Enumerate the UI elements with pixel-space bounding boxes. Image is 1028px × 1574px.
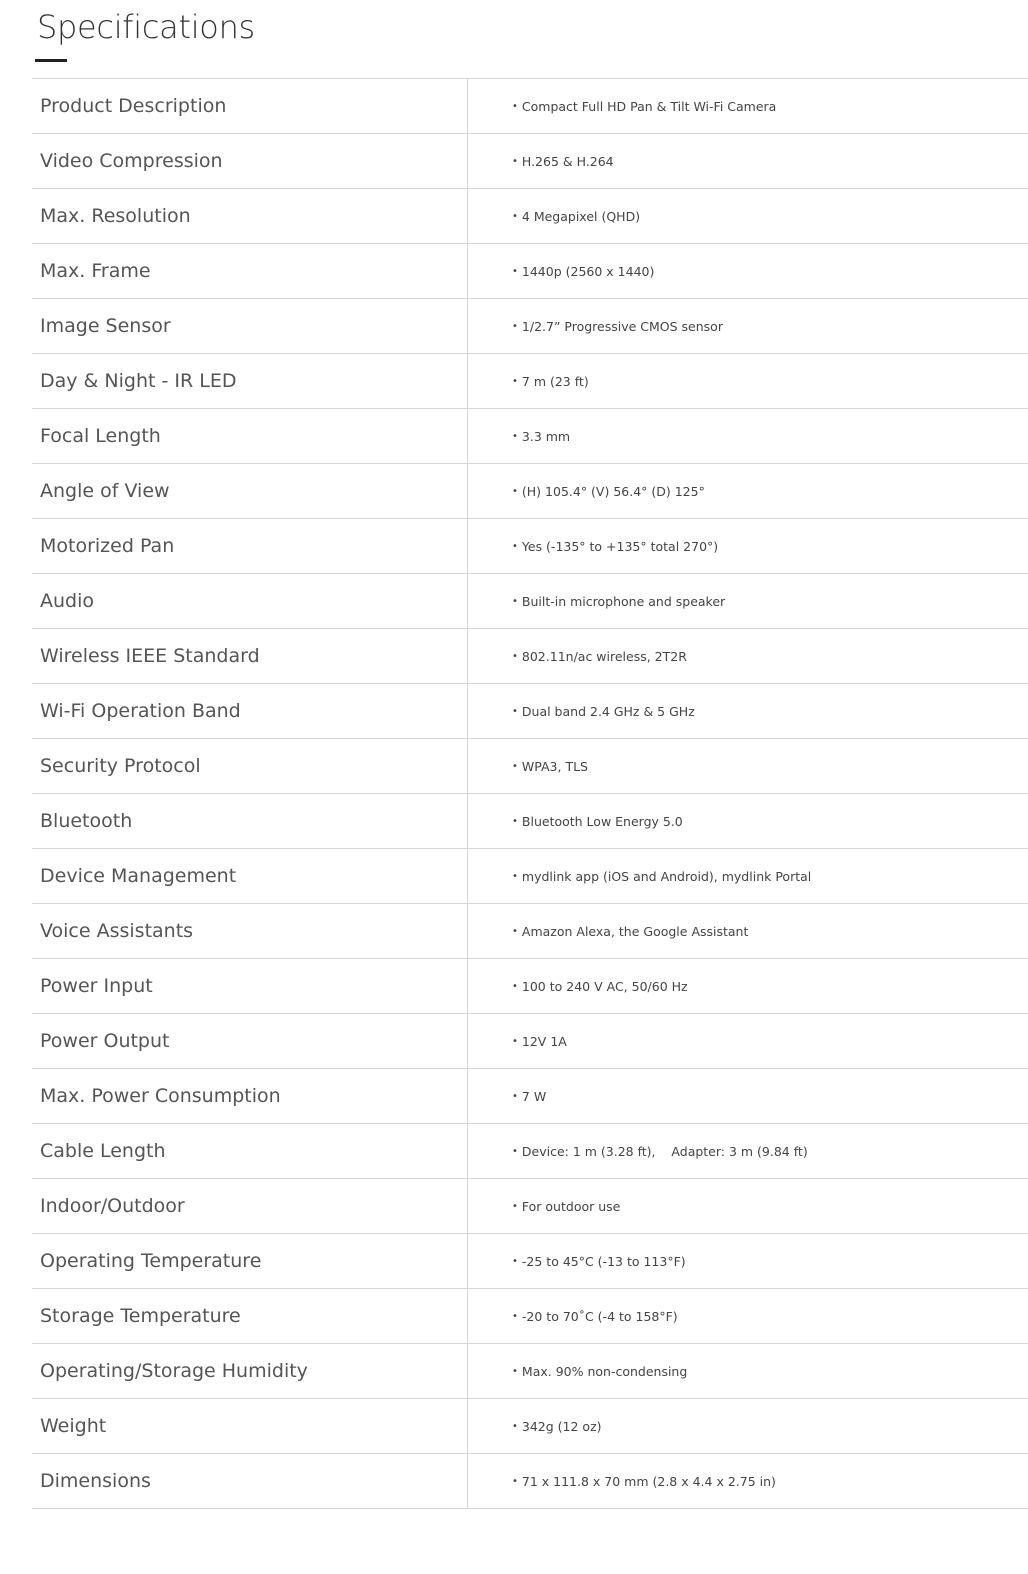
spec-label: Wireless IEEE Standard [32,629,468,683]
spec-value-cell [468,1454,1028,1508]
spec-value-cell [468,739,1028,793]
spec-value: 12V 1A [521,1033,567,1049]
spec-label: Image Sensor [32,299,468,353]
spec-value-cell [468,79,1028,133]
table-row [32,1179,1028,1234]
table-row [32,1344,1028,1399]
spec-label: Operating Temperature [32,1234,468,1288]
bullet-icon: • [512,320,518,332]
bullet-icon: • [512,100,518,112]
spec-value-cell [468,1124,1028,1178]
table-row [32,1454,1028,1509]
spec-value-cell [468,684,1028,738]
spec-value-cell [468,1179,1028,1233]
table-row [32,794,1028,849]
spec-value-cell [468,794,1028,848]
spec-label: Max. Resolution [32,189,468,243]
spec-label: Bluetooth [32,794,468,848]
spec-value: (H) 105.4° (V) 56.4° (D) 125° [521,483,705,499]
spec-value: 1/2.7” Progressive CMOS sensor [521,318,723,334]
table-row [32,354,1028,409]
bullet-icon: • [512,430,518,442]
bullet-icon: • [512,1145,518,1157]
table-row [32,629,1028,684]
spec-value: WPA3, TLS [521,758,588,774]
spec-value: -25 to 45°C (-13 to 113°F) [521,1253,686,1269]
bullet-icon: • [512,1310,518,1322]
spec-value-cell [468,244,1028,298]
table-row [32,1399,1028,1454]
bullet-icon: • [512,760,518,772]
spec-table [32,78,1028,1509]
table-row [32,574,1028,629]
spec-value: For outdoor use [521,1198,621,1214]
title-underline [35,59,67,62]
bullet-icon: • [512,1420,518,1432]
spec-label: Power Input [32,959,468,1013]
bullet-icon: • [512,485,518,497]
spec-value-cell [468,1399,1028,1453]
bullet-icon: • [512,265,518,277]
spec-value-cell [468,134,1028,188]
spec-value-cell [468,959,1028,1013]
spec-value-cell [468,1069,1028,1123]
spec-value: Amazon Alexa, the Google Assistant [521,923,749,939]
spec-value: Max. 90% non-condensing [521,1363,688,1379]
bullet-icon: • [512,1090,518,1102]
table-row [32,684,1028,739]
spec-value-cell [468,1234,1028,1288]
spec-value-cell [468,1289,1028,1343]
spec-label: Max. Power Consumption [32,1069,468,1123]
bullet-icon: • [512,650,518,662]
table-row [32,299,1028,354]
spec-value: 342g (12 oz) [521,1418,602,1434]
spec-value: 7 W [521,1088,547,1104]
spec-value-cell [468,464,1028,518]
spec-value: 100 to 240 V AC, 50/60 Hz [521,978,688,994]
bullet-icon: • [512,1475,518,1487]
spec-value-cell [468,574,1028,628]
table-row [32,79,1028,134]
spec-value: 7 m (23 ft) [521,373,589,389]
spec-label: Product Description [32,79,468,133]
page-header [37,6,255,48]
table-row [32,1069,1028,1124]
spec-label: Indoor/Outdoor [32,1179,468,1233]
spec-value-cell [468,409,1028,463]
bullet-icon: • [512,1035,518,1047]
spec-value: Dual band 2.4 GHz & 5 GHz [521,703,695,719]
spec-value: Built-in microphone and speaker [521,593,726,609]
table-row [32,1124,1028,1179]
bullet-icon: • [512,595,518,607]
spec-value: H.265 & H.264 [521,153,614,169]
spec-label: Day & Night - IR LED [32,354,468,408]
spec-label: Device Management [32,849,468,903]
page-title: Specifications [37,8,255,46]
spec-value-cell [468,849,1028,903]
bullet-icon: • [512,1200,518,1212]
table-row [32,519,1028,574]
spec-label: Storage Temperature [32,1289,468,1343]
bullet-icon: • [512,210,518,222]
spec-value-cell [468,354,1028,408]
bullet-icon: • [512,1255,518,1267]
spec-value-cell [468,904,1028,958]
bullet-icon: • [512,540,518,552]
bullet-icon: • [512,155,518,167]
bullet-icon: • [512,925,518,937]
spec-label: Cable Length [32,1124,468,1178]
table-row [32,189,1028,244]
spec-value: 3.3 mm [521,428,571,444]
spec-label: Video Compression [32,134,468,188]
spec-label: Motorized Pan [32,519,468,573]
spec-value-cell [468,1014,1028,1068]
spec-value: 71 x 111.8 x 70 mm (2.8 x 4.4 x 2.75 in) [521,1473,776,1489]
spec-value: Compact Full HD Pan & Tilt Wi-Fi Camera [521,98,777,114]
spec-value: Bluetooth Low Energy 5.0 [521,813,683,829]
table-row [32,134,1028,189]
table-row [32,244,1028,299]
bullet-icon: • [512,375,518,387]
bullet-icon: • [512,980,518,992]
spec-label: Audio [32,574,468,628]
spec-label: Angle of View [32,464,468,518]
table-row [32,464,1028,519]
table-row [32,904,1028,959]
spec-label: Voice Assistants [32,904,468,958]
table-row [32,1234,1028,1289]
spec-value-cell [468,189,1028,243]
spec-value: mydlink app (iOS and Android), mydlink Portal [521,868,812,884]
spec-label: Operating/Storage Humidity [32,1344,468,1398]
spec-value: 802.11n/ac wireless, 2T2R [521,648,687,664]
table-row [32,739,1028,794]
spec-label: Max. Frame [32,244,468,298]
spec-value-cell [468,299,1028,353]
spec-value: Yes (-135° to +135° total 270°) [521,538,719,554]
bullet-icon: • [512,815,518,827]
spec-value: 4 Megapixel (QHD) [521,208,641,224]
spec-value: 1440p (2560 x 1440) [521,263,655,279]
bullet-icon: • [512,705,518,717]
bullet-icon: • [512,870,518,882]
spec-value-cell [468,1344,1028,1398]
spec-value-cell [468,629,1028,683]
spec-label: Power Output [32,1014,468,1068]
spec-label: Weight [32,1399,468,1453]
table-row [32,1289,1028,1344]
table-row [32,409,1028,464]
spec-label: Wi-Fi Operation Band [32,684,468,738]
spec-label: Security Protocol [32,739,468,793]
spec-label: Dimensions [32,1454,468,1508]
bullet-icon: • [512,1365,518,1377]
table-row [32,849,1028,904]
spec-value: Device: 1 m (3.28 ft), Adapter: 3 m (9.84 ft) [521,1143,808,1159]
spec-value-cell [468,519,1028,573]
spec-value: -20 to 70˚C (-4 to 158°F) [521,1308,678,1324]
spec-label: Focal Length [32,409,468,463]
table-row [32,1014,1028,1069]
table-row [32,959,1028,1014]
